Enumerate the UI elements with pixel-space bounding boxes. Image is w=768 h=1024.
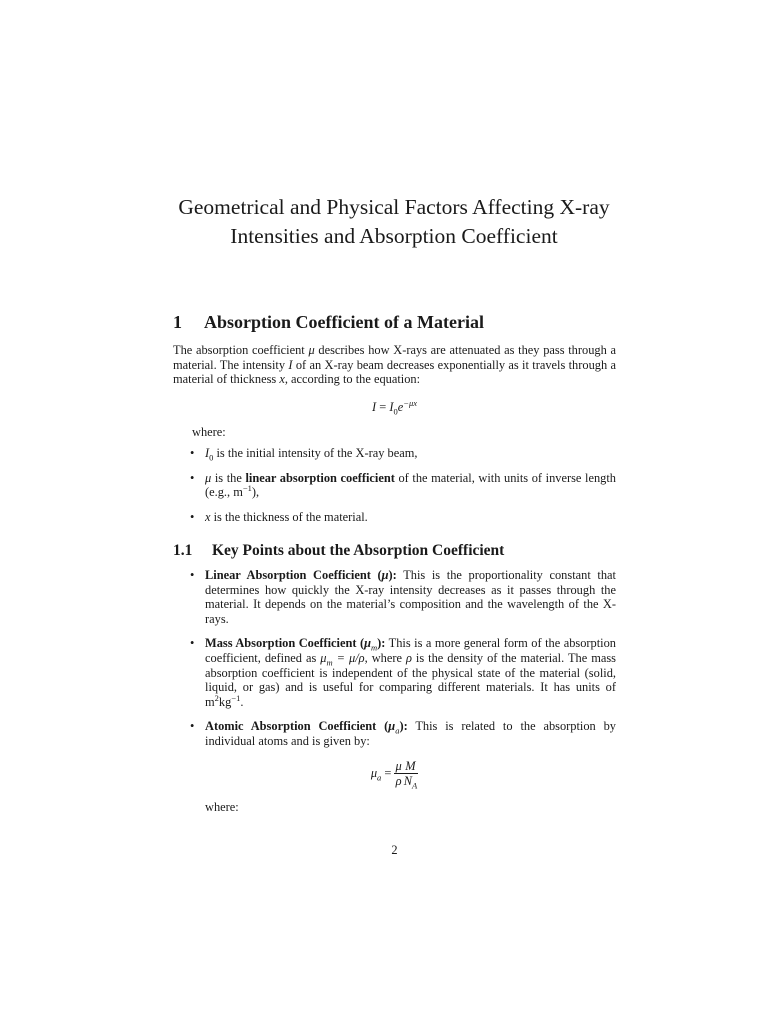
var-description: is the initial intensity of the X-ray beam,: [213, 446, 418, 460]
inline-formula: = μ/ρ: [332, 650, 365, 665]
subsection-1-1-heading: [173, 542, 504, 560]
fraction-m-na: [403, 760, 418, 788]
symbol-subscript: a: [395, 725, 400, 736]
fraction-mu-rho: [394, 760, 402, 788]
section-1-intro: [173, 343, 616, 387]
list-item: [173, 568, 616, 626]
list-item: [173, 446, 616, 461]
eq-lhs: I: [372, 400, 377, 414]
mu-symbol: μ: [308, 343, 315, 357]
fraction-numerator: μ: [395, 758, 402, 773]
intro-text: The absorption coefficient: [173, 343, 309, 357]
bullet-icon: •: [190, 636, 195, 651]
eq-exponent: −μx: [403, 397, 417, 408]
rho-symbol: ρ: [405, 650, 412, 665]
bold-term: Atomic Absorption Coefficient (: [205, 719, 389, 734]
bullet-icon: •: [190, 446, 195, 460]
where-label: where:: [192, 425, 226, 439]
item-description: This is related to the absorption by individual atoms and is given by:: [205, 719, 617, 748]
item-description: This is a more general form of the absorption coefficient, defined as: [205, 636, 616, 665]
section-1-heading: [173, 312, 484, 333]
var-description: of the material, with units of inverse length (e.g., m: [205, 470, 616, 500]
page-number: 2: [391, 843, 398, 857]
bold-term: ):: [377, 636, 386, 651]
title-line-1: Geometrical and Physical Factors Affecting X-ray: [178, 195, 610, 219]
item-description: .: [240, 694, 244, 709]
avogadro-symbol: N: [403, 773, 412, 788]
document-title: [150, 193, 638, 251]
var-symbol: x: [205, 509, 211, 524]
subsection-number: 1.1: [173, 542, 193, 559]
bold-term: Linear Absorption Coefficient (: [205, 568, 382, 582]
bold-term: Mass Absorption Coefficient (: [205, 636, 365, 651]
intro-text: , according to the equation:: [284, 372, 421, 387]
unit-exponent: 2: [214, 692, 219, 703]
list-item: [173, 510, 616, 525]
where-label: where:: [205, 799, 239, 814]
mu-symbol: μ: [388, 719, 396, 734]
unit-text: kg: [218, 694, 232, 709]
fraction-denominator: [403, 774, 418, 788]
var-description: is the: [211, 470, 246, 485]
eq-subscript: a: [377, 771, 382, 782]
bullet-icon: •: [190, 470, 195, 485]
bold-term: ):: [399, 719, 408, 734]
mu-symbol: μ: [320, 650, 327, 665]
item-description: is the density of the material. The mass absorption coefficient is independent of the physical state of the material (solid, liquid, or gas) and is useful for comparing different materials. It has units of m: [205, 650, 616, 709]
eq-subscript: A: [411, 780, 418, 790]
bullet-icon: •: [190, 568, 195, 582]
unit-exponent: −1: [231, 692, 241, 703]
var-subscript: 0: [209, 452, 214, 463]
unit-exponent: −1: [242, 483, 252, 494]
var-symbol: I: [205, 446, 210, 460]
bold-term: linear absorption coefficient: [245, 470, 395, 485]
list-item: [173, 636, 616, 709]
bullet-icon: •: [190, 509, 195, 524]
item-description: This is the proportionality constant that determines how quickly the X-ray intensity decreases as it passes through the material. It depends on the material’s composition and the wavelength of the X-rays.: [205, 568, 616, 626]
eq-equals: =: [376, 400, 390, 414]
attenuation-equation: [173, 397, 616, 417]
bullet-icon: •: [190, 719, 195, 734]
variable-list: [173, 446, 616, 524]
key-points-list: [173, 568, 616, 814]
thickness-symbol: x: [279, 372, 285, 387]
eq-e: e: [397, 400, 404, 414]
eq-subscript: 0: [393, 406, 398, 417]
eq-lhs: μ: [370, 765, 378, 780]
eq-I: I: [389, 400, 394, 414]
mu-symbol: μ: [364, 636, 371, 651]
intro-text: of an X-ray beam decreases exponentially as it travels through a material of thickness: [173, 357, 616, 387]
var-symbol: μ: [205, 470, 212, 485]
var-description: ),: [251, 485, 260, 500]
var-description: is the thickness of the material.: [210, 509, 368, 524]
list-item: [173, 471, 616, 500]
symbol-subscript: m: [371, 642, 378, 653]
section-title: Absorption Coefficient of a Material: [204, 312, 484, 332]
fraction-denominator: ρ: [395, 773, 402, 788]
subsection-title: Key Points about the Absorption Coefficient: [212, 542, 505, 559]
intensity-symbol: I: [288, 357, 293, 372]
atomic-coefficient-equation: [173, 760, 616, 788]
item-description: , where: [364, 650, 406, 665]
title-line-2: Intensities and Absorption Coefficient: [230, 224, 558, 248]
eq-equals: =: [381, 765, 395, 780]
bold-term: ):: [388, 568, 397, 582]
mu-symbol: μ: [381, 568, 389, 582]
section-number: 1: [173, 312, 182, 332]
intro-text: describes how X-rays are attenuated as they pass through a material. The intensity: [173, 343, 616, 372]
fraction-numerator: M: [403, 760, 418, 774]
list-item: [173, 719, 616, 814]
symbol-subscript: m: [326, 657, 333, 668]
